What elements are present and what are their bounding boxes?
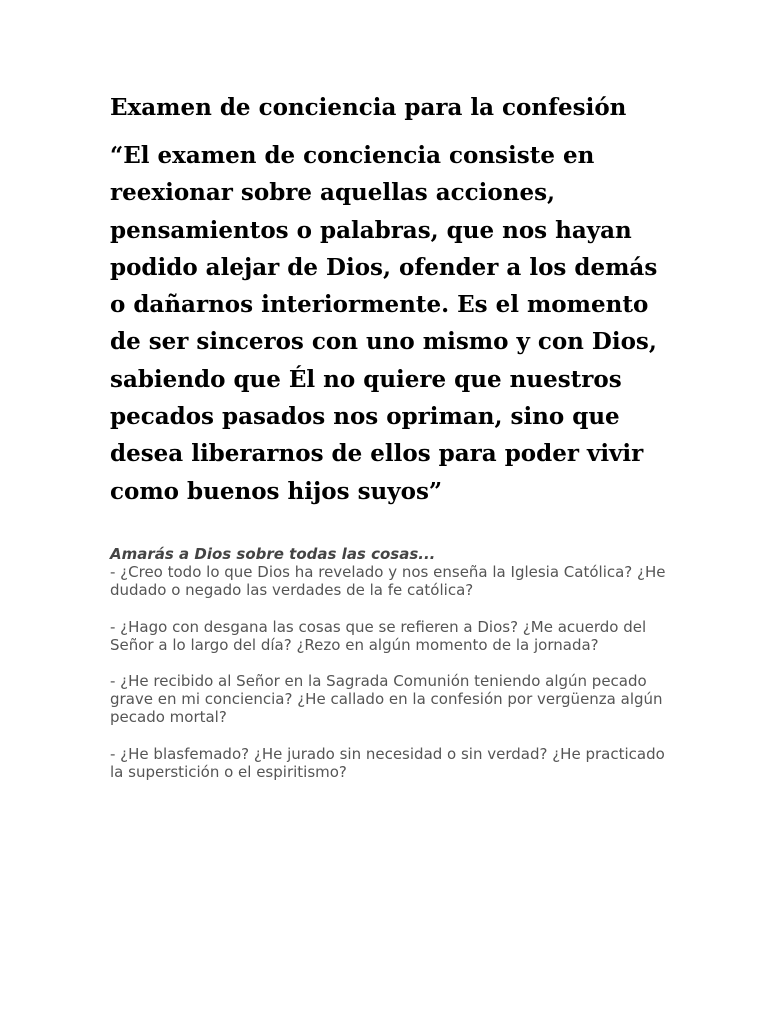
document-page [110,88,670,781]
commandment-section [110,545,670,781]
question-paragraph: - ¿Hago con desgana las cosas que se refieren a Dios? ¿Me acuerdo del Señor a lo largo del día? ¿Rezo en algún momento de la jornada? [110,617,647,654]
question-paragraph: - ¿Creo todo lo que Dios ha revelado y nos enseña la Iglesia Católica? ¿He dudado o negado las verdades de la fe católica? [110,563,666,600]
question-paragraph: - ¿He blasfemado? ¿He jurado sin necesidad o sin verdad? ¿He practicado la superstición o el espiritismo? [110,744,665,781]
page-title: Examen de conciencia para la confesión [110,94,627,121]
section-heading: Amarás a Dios sobre todas las cosas... [110,544,436,563]
question-paragraph: - ¿He recibido al Señor en la Sagrada Comunión teniendo algún pecado grave en mi conciencia? ¿He callado en la confesión por vergüenza algún pecado mortal? [110,671,663,727]
intro-quote: “El examen de conciencia consiste en reexionar sobre aquellas acciones, pensamientos o palabras, que nos hayan podido alejar de Dios, ofender a los demás o dañarnos interiormente. Es el momento de ser sinceros con uno mismo y con Dios, sabiendo que Él no quiere que nuestros pecados pasados nos opriman, sino que desea liberarnos de ellos para poder vivir como buenos hijos suyos” [110,142,658,505]
